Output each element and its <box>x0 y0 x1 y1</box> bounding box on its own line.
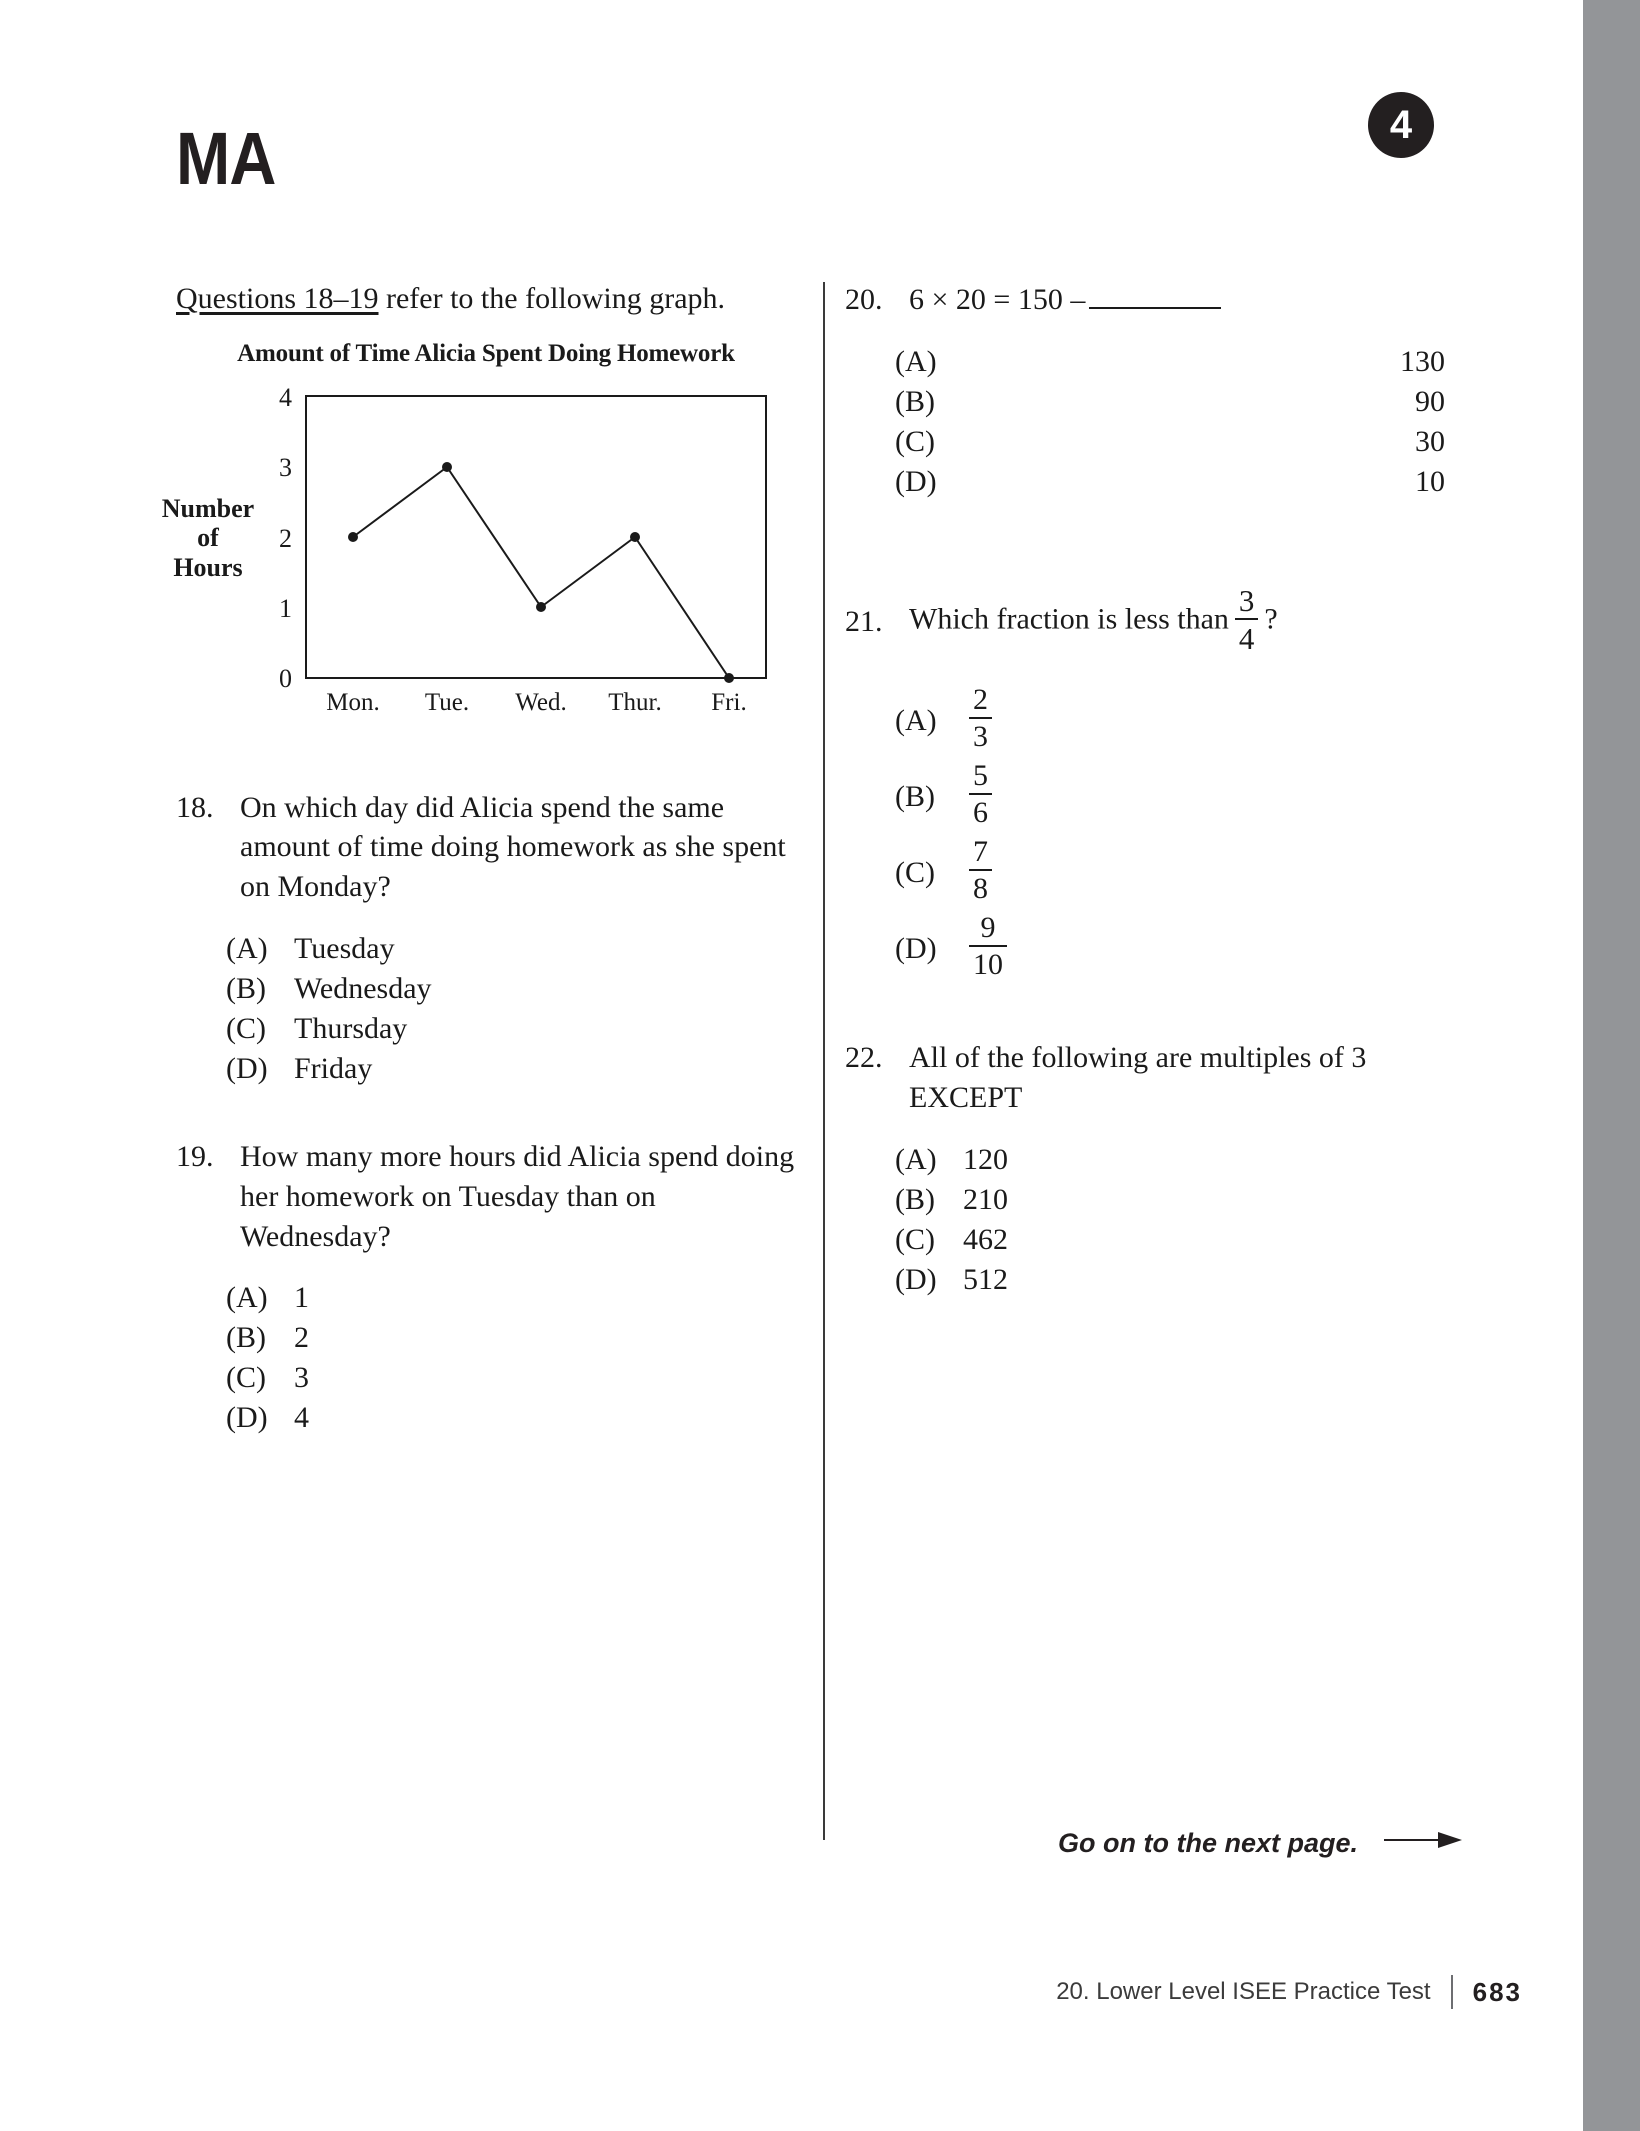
fraction-numerator: 5 <box>973 758 988 792</box>
question-20-choice-b[interactable] <box>895 382 1445 422</box>
question-18 <box>176 788 796 1089</box>
choice-value: 30 <box>1415 424 1445 458</box>
question-20-choice-d[interactable] <box>895 462 1445 502</box>
fraction-denominator: 4 <box>1235 618 1259 654</box>
question-21-text <box>909 583 1445 657</box>
chart-data-point-thur <box>630 532 640 542</box>
fraction-denominator: 8 <box>969 869 992 904</box>
page-edge-gray-band <box>1583 0 1640 2131</box>
homework-line-chart <box>161 339 796 720</box>
choice-value: 2 <box>294 1321 309 1355</box>
questions-range-underlined: Questions 18–19 <box>176 282 379 315</box>
fraction-numerator: 7 <box>973 834 988 868</box>
question-19 <box>176 1137 796 1438</box>
question-19-text: How many more hours did Alicia spend doing her homework on Tuesday than on Wednesday? <box>240 1139 795 1253</box>
question-22-text: All of the following are multiples of 3 EXCEPT <box>909 1041 1367 1115</box>
question-18-text: On which day did Alicia spend the same amount of time doing homework as she spent on Monday? <box>240 790 786 904</box>
y-tick-label-0: 0 <box>279 663 292 693</box>
choice-letter: (A) <box>226 932 268 966</box>
go-on-notice <box>1058 1828 1462 1859</box>
choice-letter: (B) <box>895 779 935 813</box>
choice-letter: (C) <box>895 855 935 889</box>
question-20-number: 20. <box>845 283 883 316</box>
column-divider <box>823 282 825 1840</box>
question-19-choice-d[interactable] <box>226 1398 796 1438</box>
choice-fraction <box>969 758 992 829</box>
choice-letter: (D) <box>226 1051 268 1085</box>
choice-value: 10 <box>1415 464 1445 498</box>
question-21 <box>845 583 1445 982</box>
question-19-choice-a[interactable] <box>226 1278 796 1318</box>
choice-letter: (D) <box>895 931 937 965</box>
choice-letter: (A) <box>226 1281 268 1315</box>
question-19-choice-b[interactable] <box>226 1318 796 1358</box>
choice-value: Thursday <box>294 1011 408 1045</box>
question-18-choice-b[interactable] <box>226 969 796 1009</box>
choice-value: 512 <box>963 1262 1008 1296</box>
choice-letter: (B) <box>895 1183 935 1217</box>
choice-letter: (A) <box>895 344 937 378</box>
choice-letter: (B) <box>226 972 266 1006</box>
y-tick-label-4: 4 <box>279 382 292 412</box>
fraction-denominator: 10 <box>969 945 1007 980</box>
page-number: 683 <box>1472 1976 1522 2007</box>
question-21-stem-text: Which fraction is less than <box>909 602 1229 636</box>
choice-letter: (C) <box>226 1011 266 1045</box>
fraction-numerator: 9 <box>980 910 996 944</box>
question-22 <box>845 1038 1445 1299</box>
question-21-choice-d[interactable] <box>895 910 1445 982</box>
question-20-choice-c[interactable] <box>895 422 1445 462</box>
choice-fraction <box>969 682 992 753</box>
choice-value: 130 <box>1400 344 1445 378</box>
fraction-denominator: 3 <box>969 717 992 752</box>
choice-letter: (C) <box>895 1223 935 1257</box>
choice-value: 3 <box>294 1361 309 1395</box>
question-20-choices <box>895 342 1445 502</box>
chart-data-point-mon <box>348 532 358 542</box>
choice-value: Wednesday <box>294 972 432 1006</box>
chart-data-point-fri <box>724 673 734 683</box>
question-21-choice-a[interactable] <box>895 682 1445 754</box>
chart-plot-area <box>176 378 796 718</box>
right-column <box>845 280 1445 1300</box>
left-column <box>161 280 796 1438</box>
y-axis-label-line-2: of <box>197 523 219 553</box>
x-tick-label-tue: Tue. <box>424 688 470 716</box>
fraction-numerator: 3 <box>1238 583 1255 619</box>
choice-fraction <box>969 834 992 905</box>
question-20-choice-a[interactable] <box>895 342 1445 382</box>
answer-blank-line <box>1089 285 1221 309</box>
page-footer <box>1056 1975 1522 2009</box>
arrow-right-icon <box>1384 1828 1462 1859</box>
question-22-number: 22. <box>845 1041 883 1075</box>
question-22-choice-a[interactable] <box>895 1140 1445 1180</box>
footer-separator <box>1451 1975 1453 2009</box>
choice-value: 210 <box>963 1183 1008 1217</box>
question-18-number: 18. <box>176 790 214 824</box>
question-18-choice-d[interactable] <box>226 1049 796 1089</box>
x-tick-label-thur: Thur. <box>608 688 662 716</box>
choice-letter: (D) <box>226 1401 268 1435</box>
choice-value: Tuesday <box>294 932 395 966</box>
chart-title: Amount of Time Alicia Spent Doing Homework <box>237 339 735 367</box>
question-20-equation: 6 × 20 = 150 – <box>909 283 1086 316</box>
question-22-choice-b[interactable] <box>895 1180 1445 1220</box>
choice-letter: (D) <box>895 464 937 498</box>
choice-letter: (C) <box>895 424 935 458</box>
question-18-choice-c[interactable] <box>226 1009 796 1049</box>
footer-test-label: 20. Lower Level ISEE Practice Test <box>1056 1978 1431 2005</box>
choice-value: 1 <box>294 1281 309 1315</box>
x-tick-label-wed: Wed. <box>515 688 567 716</box>
question-20-text <box>909 280 1445 320</box>
choice-value: 90 <box>1415 384 1445 418</box>
y-axis-label-line-3: Hours <box>173 553 243 583</box>
question-21-number: 21. <box>845 605 883 638</box>
choice-value: Friday <box>294 1051 373 1085</box>
choice-value: 120 <box>963 1143 1008 1177</box>
chart-plot-frame <box>306 396 766 678</box>
question-22-choice-c[interactable] <box>895 1220 1445 1260</box>
x-tick-label-mon: Mon. <box>326 688 380 716</box>
choice-fraction <box>969 910 1007 981</box>
question-21-stem-suffix: ? <box>1264 602 1278 636</box>
question-18-choice-a[interactable] <box>226 929 796 969</box>
y-tick-label-1: 1 <box>279 593 292 623</box>
question-19-choices <box>226 1278 796 1438</box>
fraction-denominator: 6 <box>969 793 992 828</box>
choice-value: 462 <box>963 1223 1008 1257</box>
y-tick-label-3: 3 <box>279 452 292 482</box>
question-20 <box>845 280 1445 501</box>
chart-data-point-tue <box>442 462 452 472</box>
y-axis-label-line-1: Number <box>161 493 255 523</box>
go-on-text: Go on to the next page. <box>1058 1828 1359 1858</box>
choice-letter: (B) <box>895 384 935 418</box>
choice-letter: (D) <box>895 1262 937 1296</box>
section-code-label: MA <box>176 117 276 200</box>
questions-reference-line <box>176 280 796 318</box>
choice-letter: (C) <box>226 1361 266 1395</box>
chart-data-line <box>353 467 729 678</box>
x-tick-label-fri: Fri. <box>711 688 747 716</box>
question-21-stem-fraction <box>1235 583 1259 657</box>
choice-letter: (A) <box>895 1143 937 1177</box>
question-22-choice-d[interactable] <box>895 1260 1445 1300</box>
chart-data-point-wed <box>536 602 546 612</box>
question-19-number: 19. <box>176 1139 214 1173</box>
choice-value: 4 <box>294 1401 309 1435</box>
choice-letter: (B) <box>226 1321 266 1355</box>
questions-reference-rest: refer to the following graph. <box>378 282 726 315</box>
question-18-choices <box>226 929 796 1089</box>
question-19-choice-c[interactable] <box>226 1358 796 1398</box>
choice-letter: (A) <box>895 703 937 737</box>
section-number-badge: 4 <box>1368 92 1434 158</box>
question-21-choice-c[interactable] <box>895 834 1445 906</box>
question-22-choices <box>895 1140 1445 1300</box>
y-tick-label-2: 2 <box>279 523 292 553</box>
question-21-choice-b[interactable] <box>895 758 1445 830</box>
question-21-choices <box>895 682 1445 982</box>
fraction-numerator: 2 <box>973 682 988 716</box>
